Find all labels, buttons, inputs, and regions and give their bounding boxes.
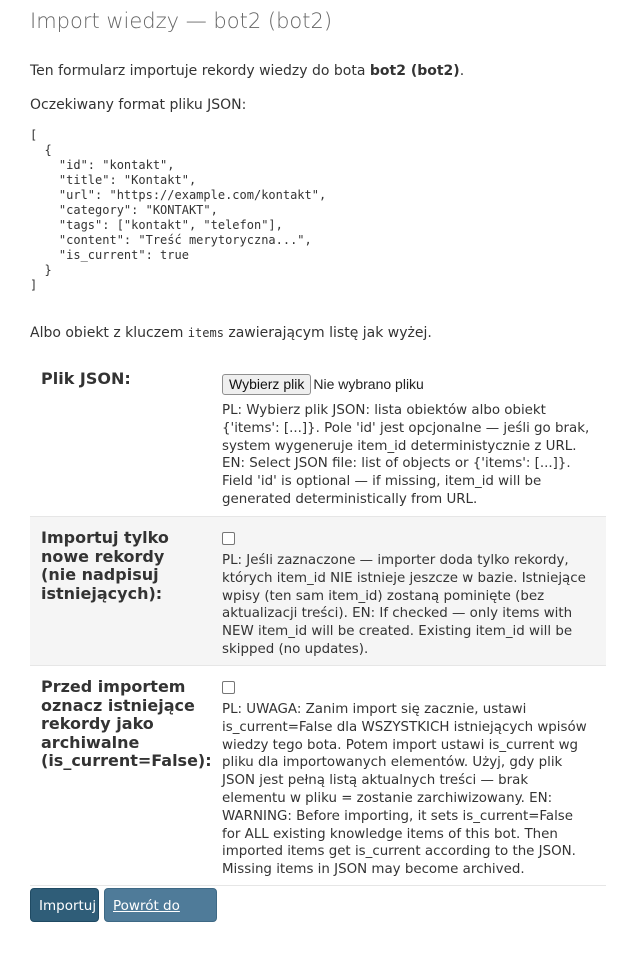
only-new-checkbox[interactable] bbox=[222, 532, 235, 545]
alt-format-text bbox=[30, 325, 432, 341]
form-row-only-new bbox=[30, 517, 606, 666]
intro-text bbox=[30, 63, 464, 79]
file-field bbox=[222, 374, 592, 509]
archive-field-label: Przed importem oznacz istniejące rekordy jako archiwalne (is_current=False): bbox=[41, 677, 212, 770]
file-field-label: Plik JSON: bbox=[41, 369, 131, 388]
alt-format-prefix: Albo obiekt z kluczem bbox=[30, 325, 188, 341]
file-status-text: Nie wybrano pliku bbox=[313, 376, 424, 392]
import-button[interactable]: Importuj bbox=[30, 888, 99, 922]
only-new-field-label: Importuj tylko nowe rekordy (nie nadpisuj istniejących): bbox=[41, 528, 169, 603]
only-new-field bbox=[222, 532, 592, 659]
archive-field bbox=[222, 681, 592, 879]
alt-format-suffix: zawierającym listę jak wyżej. bbox=[223, 325, 432, 341]
items-key-code: items bbox=[187, 326, 224, 340]
page-title: Import wiedzy — bot2 (bot2) bbox=[30, 9, 333, 33]
format-label: Oczekiwany format pliku JSON: bbox=[30, 97, 247, 113]
intro-prefix: Ten formularz importuje rekordy wiedzy do bota bbox=[30, 63, 370, 79]
choose-file-button[interactable]: Wybierz plik bbox=[222, 374, 311, 395]
intro-suffix: . bbox=[459, 63, 465, 79]
form-row-file bbox=[30, 360, 606, 517]
archive-checkbox[interactable] bbox=[222, 681, 235, 694]
form-row-archive bbox=[30, 666, 606, 886]
intro-bot-name: bot2 (bot2) bbox=[369, 63, 460, 79]
back-to-bot-button[interactable]: Powrót do bota bbox=[104, 888, 217, 922]
file-help-text: PL: Wybierz plik JSON: lista obiektów albo obiekt {'items': [...]}. Pole 'id' jest opcjonalne — jeśli go brak, system wygeneruje item_id deterministycznie z URL. EN: Select JSON file: list of objects or {'items': [...]}. Field 'id' is optional — if missing, item_id will be generated deterministically from URL. bbox=[222, 403, 590, 507]
file-input[interactable] bbox=[222, 374, 592, 396]
archive-help-text: PL: UWAGA: Zanim import się zacznie, ustawi is_current=False dla WSZYSTKICH istniejących wpisów wiedzy tego bota. Potem import ustawi is_current wg pliku dla importowanych elementów. Użyj, gdy plik JSON jest pełną listą aktualnych treści — brak elementu w pliku = zostanie zarchiwizowany. EN: WARNING: Before importing, it sets is_current=False for ALL existing knowledge items of this bot. Then imported items get is_current according to the JSON. Missing items in JSON may become archived. bbox=[222, 702, 587, 878]
only-new-help-text: PL: Jeśli zaznaczone — importer doda tylko rekordy, których item_id NIE istnieje jeszcze w bazie. Istniejące wpisy (ten sam item_id) zostaną pominięte (bez aktualizacji treści). EN: If checked — only items with NEW item_id will be created. Existing item_id will be skipped (no updates). bbox=[222, 553, 586, 657]
json-format-example: [ { "id": "kontakt", "title": "Kontakt", "url": "https://example.com/kontakt", "category": "KONTAKT", "tags": ["kontakt", "telefon"], "content": "Treść merytoryczna...", "is_current": true } ] bbox=[30, 128, 327, 292]
